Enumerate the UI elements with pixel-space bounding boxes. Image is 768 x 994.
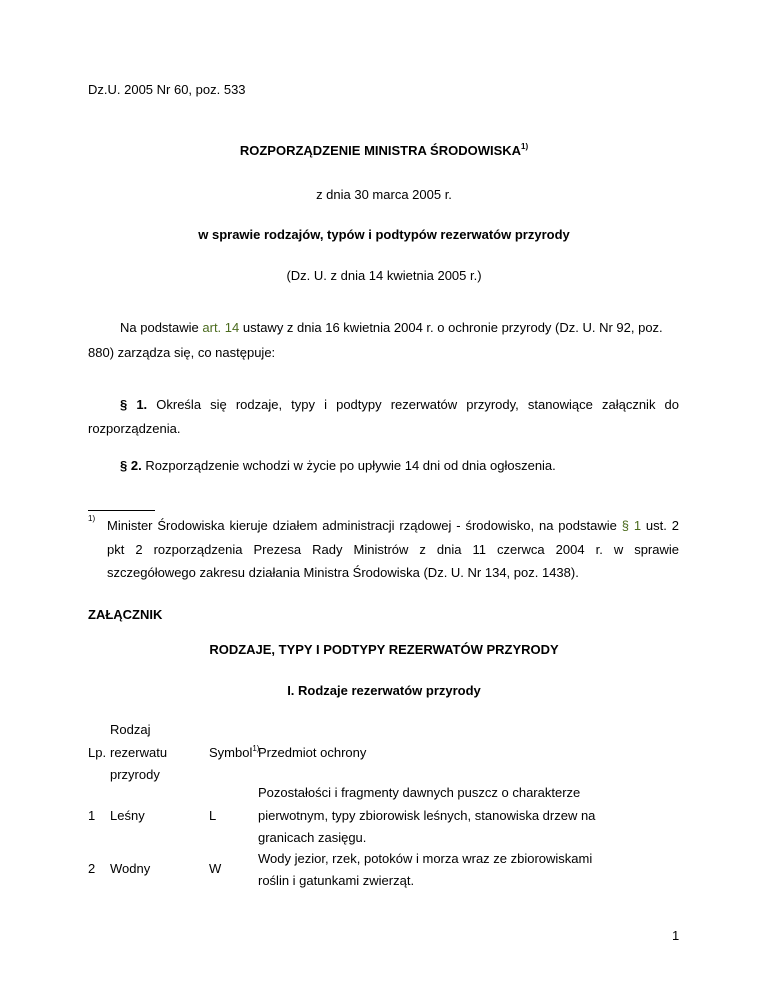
footnote-separator	[88, 510, 155, 511]
section-1-link[interactable]: § 1	[621, 518, 642, 533]
preamble-text-a: Na podstawie	[120, 320, 203, 335]
row-2-subject-line-2: roślin i gatunkami zwierząt.	[258, 873, 415, 888]
document-reference: Dz.U. 2005 Nr 60, poz. 533	[88, 82, 246, 97]
page-number: 1	[672, 928, 680, 943]
preamble-text-b: ustawy z dnia 16 kwietnia 2004 r. o ochronie przyrody (Dz. U. Nr 92, poz.	[239, 320, 663, 335]
section-1-text: Określa się rodzaje, typy i podtypy rezerwatów przyrody, stanowiące załącznik do	[156, 397, 679, 412]
header-subject: Przedmiot ochrony	[258, 745, 367, 760]
regulation-title	[0, 143, 768, 158]
row-1-subject-line-3: granicach zasięgu.	[258, 830, 367, 845]
footnote-text-b: ust. 2	[641, 518, 679, 533]
footnote-text-a: Minister Środowiska kieruje działem administracji rządowej - środowisko, na podstawie	[107, 518, 622, 533]
section-2	[120, 458, 556, 473]
header-lp: Lp.	[88, 745, 107, 760]
publication-info: (Dz. U. z dnia 14 kwietnia 2005 r.)	[286, 268, 482, 283]
header-symbol	[209, 745, 259, 760]
annex-title: RODZAJE, TYPY I PODTYPY REZERWATÓW PRZYRODY	[209, 642, 559, 657]
row-1-lp: 1	[88, 808, 96, 823]
article-14-link[interactable]: art. 14	[202, 320, 240, 335]
row-1-subject-line-1: Pozostałości i fragmenty dawnych puszcz o charakterze	[258, 785, 581, 800]
row-2-symbol: W	[209, 861, 222, 876]
regulation-title-text: ROZPORZĄDZENIE MINISTRA ŚRODOWISKA	[239, 143, 522, 158]
section-1-line-2: rozporządzenia.	[88, 421, 181, 436]
row-1-symbol: L	[209, 808, 217, 823]
header-symbol-mark: 1)	[252, 744, 260, 753]
preamble-line-1	[120, 320, 663, 335]
title-footnote-mark[interactable]: 1)	[521, 142, 529, 151]
header-type-line-1: Rodzaj	[110, 722, 151, 737]
footnote-line-2: pkt 2 rozporządzenia Prezesa Rady Ministrów z dnia 11 czerwca 2004 r. w sprawie	[107, 542, 679, 557]
row-1-subject-line-2: pierwotnym, typy zbiorowisk leśnych, stanowiska drzew na	[258, 808, 596, 823]
section-2-text: Rozporządzenie wchodzi w życie po upływie 14 dni od dnia ogłoszenia.	[145, 458, 556, 473]
regulation-subject: w sprawie rodzajów, typów i podtypów rezerwatów przyrody	[198, 227, 570, 242]
row-2-subject-line-1: Wody jezior, rzek, potoków i morza wraz ze zbiorowiskami	[258, 851, 593, 866]
row-2-type: Wodny	[110, 861, 151, 876]
header-type-line-3: przyrody	[110, 767, 160, 782]
preamble-line-2: 880) zarządza się, co następuje:	[88, 345, 276, 360]
header-type-line-2: rezerwatu	[110, 745, 168, 760]
header-symbol-text: Symbol	[209, 745, 253, 760]
section-1-line-1	[120, 397, 679, 412]
regulation-date: z dnia 30 marca 2005 r.	[316, 187, 452, 202]
section-1-mark: § 1.	[120, 397, 148, 412]
annex-label: ZAŁĄCZNIK	[88, 607, 163, 622]
footnote-mark: 1)	[88, 514, 96, 523]
annex-section-title: I. Rodzaje rezerwatów przyrody	[287, 683, 481, 698]
footnote-line-3: szczegółowego zakresu działania Ministra Środowiska (Dz. U. Nr 134, poz. 1438).	[107, 565, 579, 580]
row-1-type: Leśny	[110, 808, 145, 823]
row-2-lp: 2	[88, 861, 96, 876]
section-2-mark: § 2.	[120, 458, 142, 473]
footnote-line-1	[107, 518, 679, 533]
